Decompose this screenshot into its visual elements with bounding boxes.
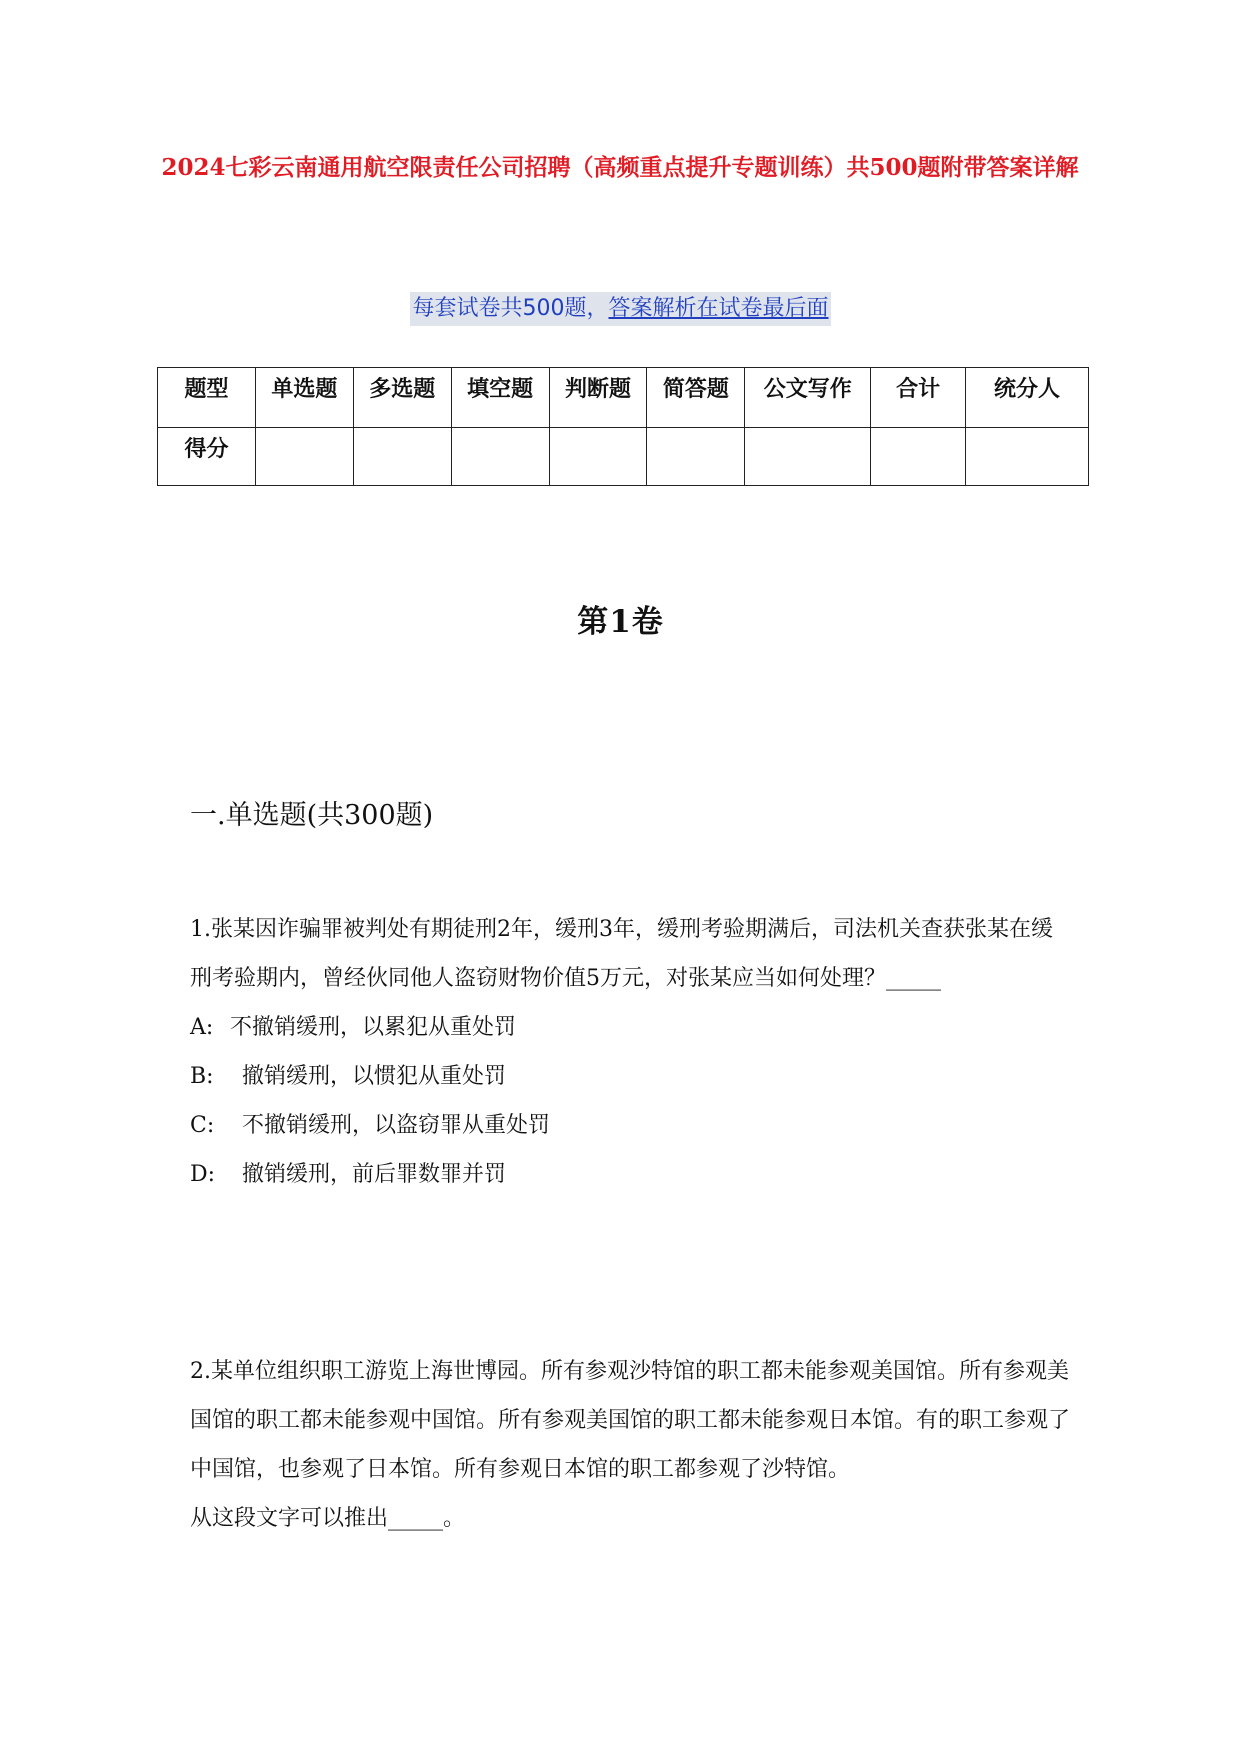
score-cell	[745, 428, 871, 486]
question-2	[190, 1347, 1070, 1543]
question-stem: 2.某单位组织职工游览上海世博园。所有参观沙特馆的职工都未能参观美国馆。所有参观美国馆的职工都未能参观中国馆。所有参观美国馆的职工都未能参观日本馆。有的职工参观了中国馆，也参观了日本馆。所有参观日本馆的职工都参观了沙特馆。	[190, 1359, 1071, 1482]
subtitle-count: 每套试卷共500题，	[412, 296, 609, 321]
option-label: D:	[190, 1162, 216, 1187]
option-b	[190, 1052, 1070, 1101]
option-text: 不撤销缓刑，以盗窃罪从重处罚	[242, 1113, 551, 1138]
option-label: C:	[190, 1113, 215, 1138]
header-cell: 填空题	[451, 368, 549, 428]
option-text: 撤销缓刑，以惯犯从重处罚	[242, 1064, 507, 1089]
score-cell	[871, 428, 966, 486]
option-text: 撤销缓刑，前后罪数罪并罚	[242, 1162, 507, 1187]
header-cell: 合计	[871, 368, 966, 428]
header-cell: 判断题	[549, 368, 647, 428]
header-cell: 题型	[158, 368, 256, 428]
option-d	[190, 1150, 1070, 1199]
section-title: 一.单选题(共300题)	[190, 800, 434, 831]
question-tail: 从这段文字可以推出_____。	[190, 1506, 466, 1531]
header-cell: 公文写作	[745, 368, 871, 428]
score-cell	[255, 428, 353, 486]
score-cell	[647, 428, 745, 486]
option-label: A:	[190, 1015, 214, 1040]
header-cell: 简答题	[647, 368, 745, 428]
header-cell: 统分人	[966, 368, 1089, 428]
score-row-label: 得分	[158, 428, 256, 486]
question-1	[190, 905, 1070, 1199]
score-cell	[549, 428, 647, 486]
option-text: 不撤销缓刑，以累犯从重处罚	[230, 1015, 517, 1040]
score-cell	[966, 428, 1089, 486]
document-title: 2024七彩云南通用航空限责任公司招聘（高频重点提升专题训练）共500题附带答案详解	[161, 154, 1079, 181]
score-table-header-row	[158, 368, 1089, 428]
volume-title: 第1卷	[577, 604, 664, 640]
question-stem: 1.张某因诈骗罪被判处有期徒刑2年，缓刑3年，缓刑考验期满后，司法机关查获张某在缓刑考验期内，曾经伙同他人盗窃财物价值5万元，对张某应当如何处理？_____	[190, 917, 1053, 991]
option-c	[190, 1101, 1070, 1150]
score-cell	[451, 428, 549, 486]
score-table	[157, 367, 1089, 486]
subtitle	[0, 292, 1241, 326]
score-table-score-row	[158, 428, 1089, 486]
header-cell: 多选题	[353, 368, 451, 428]
option-a	[190, 1003, 1070, 1052]
score-cell	[353, 428, 451, 486]
option-label: B:	[190, 1064, 214, 1089]
header-cell: 单选题	[255, 368, 353, 428]
subtitle-answer-note: 答案解析在试卷最后面	[608, 296, 829, 321]
